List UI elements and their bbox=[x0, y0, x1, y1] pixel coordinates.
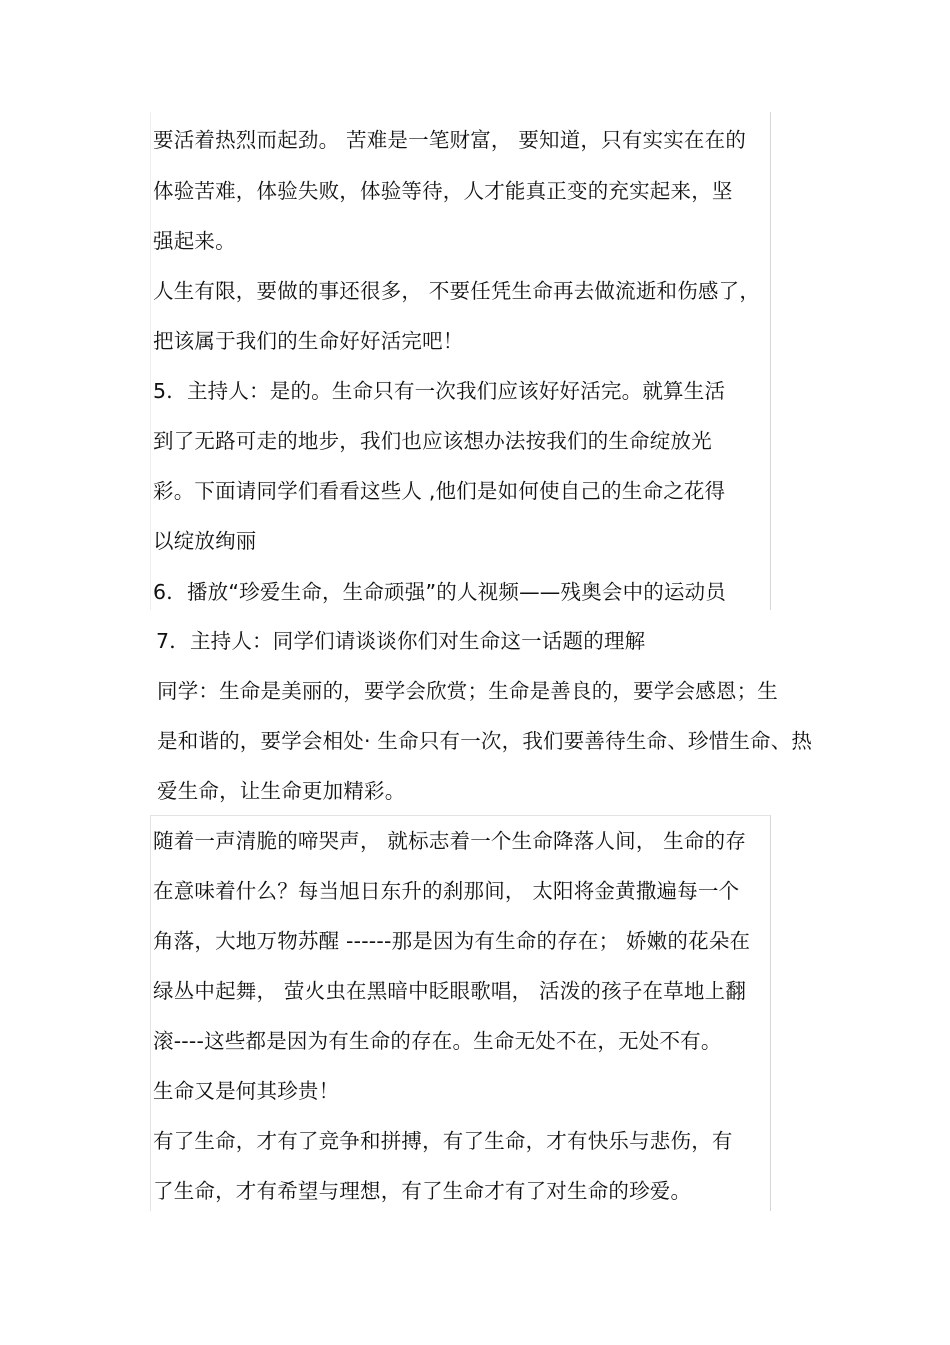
paragraph-line: 爱生命，让生命更加精彩。 bbox=[157, 779, 406, 803]
paragraph-line: 把该属于我们的生命好好活完吧！ bbox=[153, 329, 464, 353]
paragraph-line: 强起来。 bbox=[153, 229, 236, 253]
paragraph-line: 5．主持人：是的。生命只有一次我们应该好好活完。就算生活 bbox=[153, 379, 726, 403]
paragraph-line: 生命又是何其珍贵！ bbox=[153, 1079, 340, 1103]
paragraph-line: 绿丛中起舞， 萤火虫在黑暗中眨眼歌唱， 活泼的孩子在草地上翻 bbox=[153, 979, 747, 1003]
paragraph-line: 滚----这些都是因为有生命的存在。生命无处不在，无处不有。 bbox=[153, 1029, 722, 1053]
paragraph-line: 6．播放“珍爱生命，生命顽强”的人视频——残奥会中的运动员 bbox=[153, 580, 727, 604]
paragraph-line: 以绽放绚丽 bbox=[153, 529, 257, 553]
paragraph-line: 是和谐的，要学会相处· 生命只有一次，我们要善待生命、珍惜生命、热 bbox=[157, 729, 813, 753]
paragraph-line: 了生命，才有希望与理想，有了生命才有了对生命的珍爱。 bbox=[153, 1179, 692, 1203]
paragraph-line: 要活着热烈而起劲。 苦难是一笔财富， 要知道，只有实实在在的 bbox=[153, 128, 747, 152]
paragraph-line: 随着一声清脆的啼哭声， 就标志着一个生命降落人间， 生命的存 bbox=[153, 829, 747, 853]
paragraph-line: 在意味着什么？每当旭日东升的刹那间， 太阳将金黄撒遍每一个 bbox=[153, 879, 740, 903]
paragraph-line: 角落，大地万物苏醒 ------那是因为有生命的存在； 娇嫩的花朵在 bbox=[153, 929, 751, 953]
paragraph-line: 体验苦难，体验失败，体验等待，人才能真正变的充实起来，坚 bbox=[153, 179, 733, 203]
paragraph-line: 同学：生命是美丽的，要学会欣赏；生命是善良的，要学会感恩；生 bbox=[157, 679, 778, 703]
paragraph-line: 人生有限，要做的事还很多， 不要任凭生命再去做流逝和伤感了， bbox=[153, 279, 761, 303]
paragraph-line: 7．主持人：同学们请谈谈你们对生命这一话题的理解 bbox=[156, 629, 646, 653]
paragraph-line: 有了生命，才有了竞争和拼搏，有了生命，才有快乐与悲伤，有 bbox=[153, 1129, 733, 1153]
paragraph-line: 到了无路可走的地步，我们也应该想办法按我们的生命绽放光 bbox=[153, 429, 712, 453]
paragraph-line: 彩。下面请同学们看看这些人 ,他们是如何使自己的生命之花得 bbox=[153, 479, 726, 503]
